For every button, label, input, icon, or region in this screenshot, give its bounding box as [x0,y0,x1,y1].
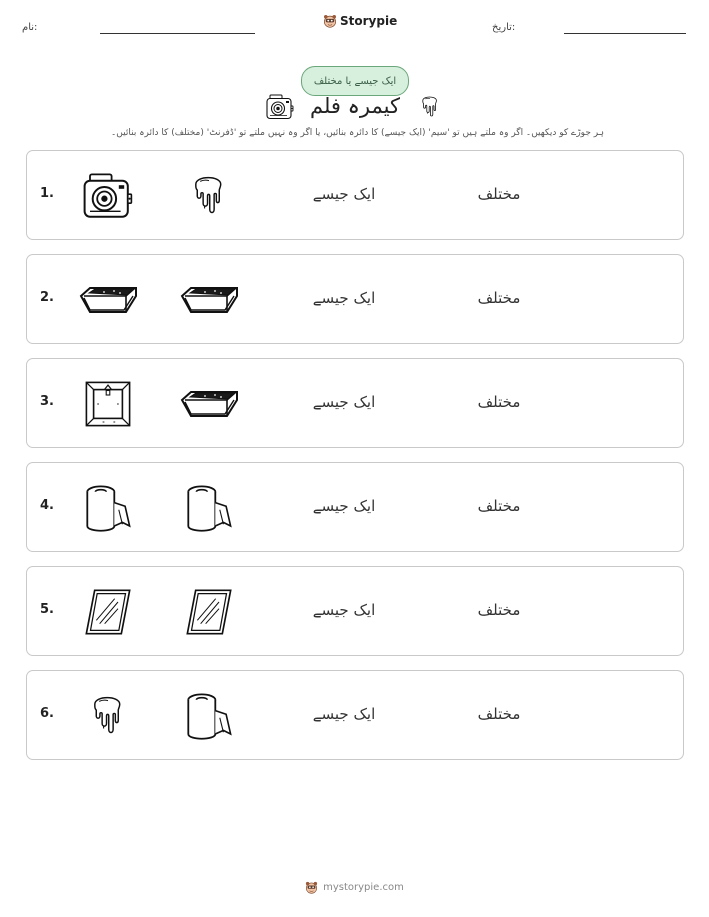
camera-icon [265,92,295,122]
option-same[interactable]: ایک جیسے [312,705,376,723]
drip-icon [418,92,442,122]
question-number: 2. [40,290,54,305]
drip-icon [187,168,231,224]
question-number: 6. [40,706,54,721]
glass-plate-icon [184,587,234,637]
name-label: نام: [22,22,38,33]
pill-label: ایک جیسے یا مختلف [313,75,397,87]
question-number: 3. [40,394,54,409]
picture-slot [179,374,239,434]
instructions: ہر جوڑے کو دیکھیں۔ اگر وہ ملتے ہیں تو 'سیم' (ایک جیسے) کا دائرہ بنائیں، یا اگر وہ نہیں ملتے تو 'ڈفرنٹ' (مختلف) کا دائرہ بنائیں۔ [111,128,604,138]
picture-slot [179,582,239,642]
picture-frame-icon [81,377,135,431]
picture-slot [179,686,239,746]
glass-plate-icon [83,587,133,637]
picture-slot [78,478,138,538]
name-line[interactable] [100,33,255,34]
option-same[interactable]: ایک جیسے [312,601,376,619]
mascot-icon [323,14,337,28]
developing-tray-icon [179,270,239,330]
brand-logo [323,14,397,28]
developing-tray-icon [78,270,138,330]
page-title: کیمرہ فلم [309,94,400,118]
brand-name: Storypie [340,14,398,28]
question-card [26,462,684,552]
drip-icon [86,688,130,744]
date-line[interactable] [564,33,686,34]
footer-url: mystorypie.com [323,882,404,893]
question-card [26,150,684,240]
picture-slot [78,270,138,330]
option-different[interactable]: مختلف [477,185,521,203]
option-same[interactable]: ایک جیسے [312,393,376,411]
date-label: تاریخ: [492,22,516,33]
developing-tray-icon [179,374,239,434]
picture-slot [78,374,138,434]
question-number: 5. [40,602,54,617]
mascot-icon [305,881,318,894]
paper-roll-icon [81,481,135,535]
question-card [26,670,684,760]
picture-slot [179,270,239,330]
footer [0,881,709,894]
picture-slot [78,582,138,642]
picture-slot [179,166,239,226]
option-different[interactable]: مختلف [477,497,521,515]
camera-icon [81,169,135,223]
option-different[interactable]: مختلف [477,393,521,411]
worksheet-header [0,14,709,44]
question-card [26,254,684,344]
question-card [26,566,684,656]
option-same[interactable]: ایک جیسے [312,185,376,203]
paper-roll-icon [182,481,236,535]
paper-roll-icon [182,689,236,743]
option-same[interactable]: ایک جیسے [312,497,376,515]
option-different[interactable]: مختلف [477,601,521,619]
question-card [26,358,684,448]
picture-slot [78,166,138,226]
picture-slot [78,686,138,746]
option-different[interactable]: مختلف [477,705,521,723]
option-different[interactable]: مختلف [477,289,521,307]
title-row [0,92,709,128]
question-number: 4. [40,498,54,513]
picture-slot [179,478,239,538]
option-same[interactable]: ایک جیسے [312,289,376,307]
question-number: 1. [40,186,54,201]
